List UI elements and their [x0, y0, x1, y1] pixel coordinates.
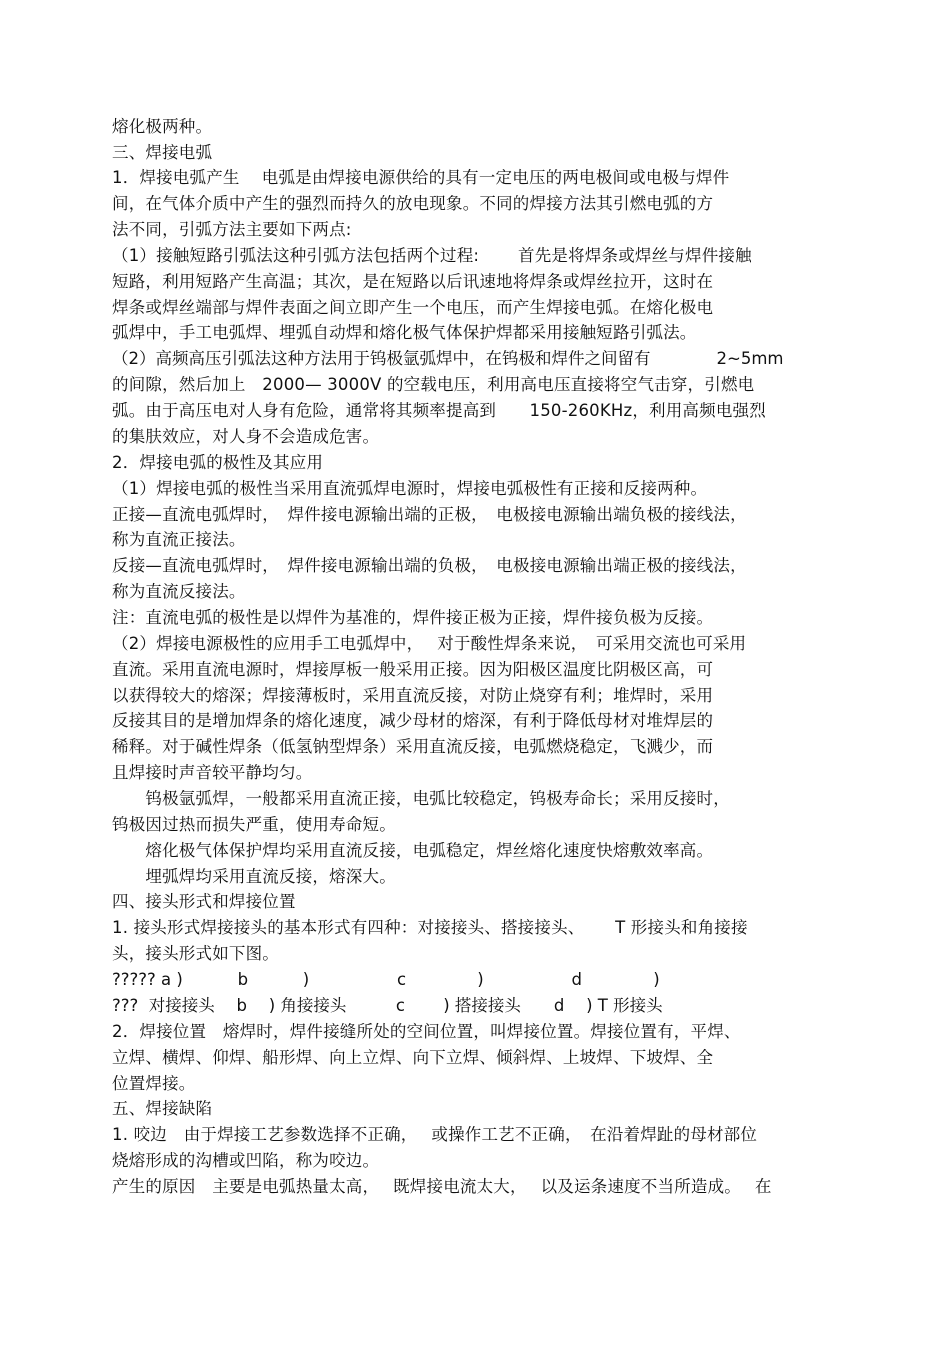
text-line: 位置焊接。 [112, 1074, 196, 1093]
text-line: 埋弧焊均采用直流反接，熔深大。 [112, 867, 396, 886]
text-line: 的间隙，然后加上 2000— 3000V 的空载电压，利用高电压直接将空气击穿，引燃电 [112, 375, 755, 394]
text-line: 反接—直流电弧焊时， 焊件接电源输出端的负极， 电极接电源输出端正极的接线法， [112, 556, 747, 575]
text-line: 钨极因过热而损失严重，使用寿命短。 [112, 815, 396, 834]
text-line: 2．焊接电弧的极性及其应用 [112, 453, 324, 472]
text-line: 短路，利用短路产生高温；其次，是在短路以后讯速地将焊条或焊丝拉开，这时在 [112, 272, 714, 291]
text-line: 称为直流反接法。 [112, 582, 246, 601]
text-line: 注：直流电弧的极性是以焊件为基准的，焊件接正极为正接，焊件接负极为反接。 [112, 608, 714, 627]
text-line: 1. 接头形式焊接接头的基本形式有四种：对接接头、搭接接头、 T 形接头和角接接 [112, 918, 748, 937]
text-line: 法不同，引弧方法主要如下两点: [112, 220, 352, 239]
section-heading: 三、焊接电弧 [112, 143, 213, 162]
text-line: 钨极氩弧焊，一般都采用直流正接，电弧比较稳定，钨极寿命长；采用反接时， [112, 789, 730, 808]
text-line: （2）高频高压引弧法这种方法用于钨极氩弧焊中，在钨极和焊件之间留有 2~5mm [112, 349, 784, 368]
text-line: 熔化极两种。 [112, 117, 213, 136]
text-line: （2）焊接电源极性的应用手工电弧焊中， 对于酸性焊条来说， 可采用交流也可采用 [112, 634, 747, 653]
text-line: 焊条或焊丝端部与焊件表面之间立即产生一个电压，而产生焊接电弧。在熔化极电 [112, 298, 714, 317]
text-line: 且焊接时声音较平静均匀。 [112, 763, 313, 782]
text-line: （1）焊接电弧的极性当采用直流弧焊电源时，焊接电弧极性有正接和反接两种。 [112, 479, 708, 498]
text-line: 烧熔形成的沟槽或凹陷，称为咬边。 [112, 1151, 380, 1170]
section-heading: 四、接头形式和焊接位置 [112, 892, 296, 911]
text-line: 称为直流正接法。 [112, 530, 246, 549]
text-line: 产生的原因 主要是电弧热量太高， 既焊接电流太大， 以及运条速度不当所造成。 在 [112, 1177, 772, 1196]
text-line: 1. 咬边 由于焊接工艺参数选择不正确， 或操作工艺不正确， 在沿着焊趾的母材部位 [112, 1125, 758, 1144]
text-line: 的集肤效应，对人身不会造成危害。 [112, 427, 380, 446]
text-line: 以获得较大的熔深；焊接薄板时，采用直流反接，对防止烧穿有利；堆焊时，采用 [112, 686, 714, 705]
text-line: 弧焊中，手工电弧焊、埋弧自动焊和熔化极气体保护焊都采用接触短路引弧法。 [112, 323, 697, 342]
section-heading: 五、焊接缺陷 [112, 1099, 213, 1118]
text-line: 直流。采用直流电源时，焊接厚板一般采用正接。因为阳极区温度比阴极区高，可 [112, 660, 714, 679]
text-line: 反接其目的是增加焊条的熔化速度，减少母材的熔深，有利于降低母材对堆焊层的 [112, 711, 714, 730]
text-line: 立焊、横焊、仰焊、船形焊、向上立焊、向下立焊、倾斜焊、上坡焊、下坡焊、全 [112, 1048, 714, 1067]
figure-caption-row: ??? 对接接头 b ) 角接接头 c ) 搭接接头 d ) T 形接头 [112, 996, 663, 1015]
text-line: 头，接头形式如下图。 [112, 944, 279, 963]
text-line: 间，在气体介质中产生的强烈而持久的放电现象。不同的焊接方法其引燃电弧的方 [112, 194, 714, 213]
text-line: 熔化极气体保护焊均采用直流反接，电弧稳定，焊丝熔化速度快熔敷效率高。 [112, 841, 714, 860]
text-line: 2．焊接位置 熔焊时，焊件接缝所处的空间位置，叫焊接位置。焊接位置有，平焊、 [112, 1022, 741, 1041]
text-line: 正接—直流电弧焊时， 焊件接电源输出端的正极， 电极接电源输出端负极的接线法， [112, 505, 747, 524]
text-line: （1）接触短路引弧法这种引弧方法包括两个过程: 首先是将焊条或焊丝与焊件接触 [112, 246, 752, 265]
text-line: 稀释。对于碱性焊条（低氢钠型焊条）采用直流反接，电弧燃烧稳定，飞溅少，而 [112, 737, 714, 756]
text-line: 1．焊接电弧产生 电弧是由焊接电源供给的具有一定电压的两电极间或电极与焊件 [112, 168, 730, 187]
text-line: 弧。由于高压电对人身有危险，通常将其频率提高到 150-260KHz，利用高频电强烈 [112, 401, 766, 420]
figure-label-row: ????? a ) b ) c ) d ) [112, 970, 660, 989]
